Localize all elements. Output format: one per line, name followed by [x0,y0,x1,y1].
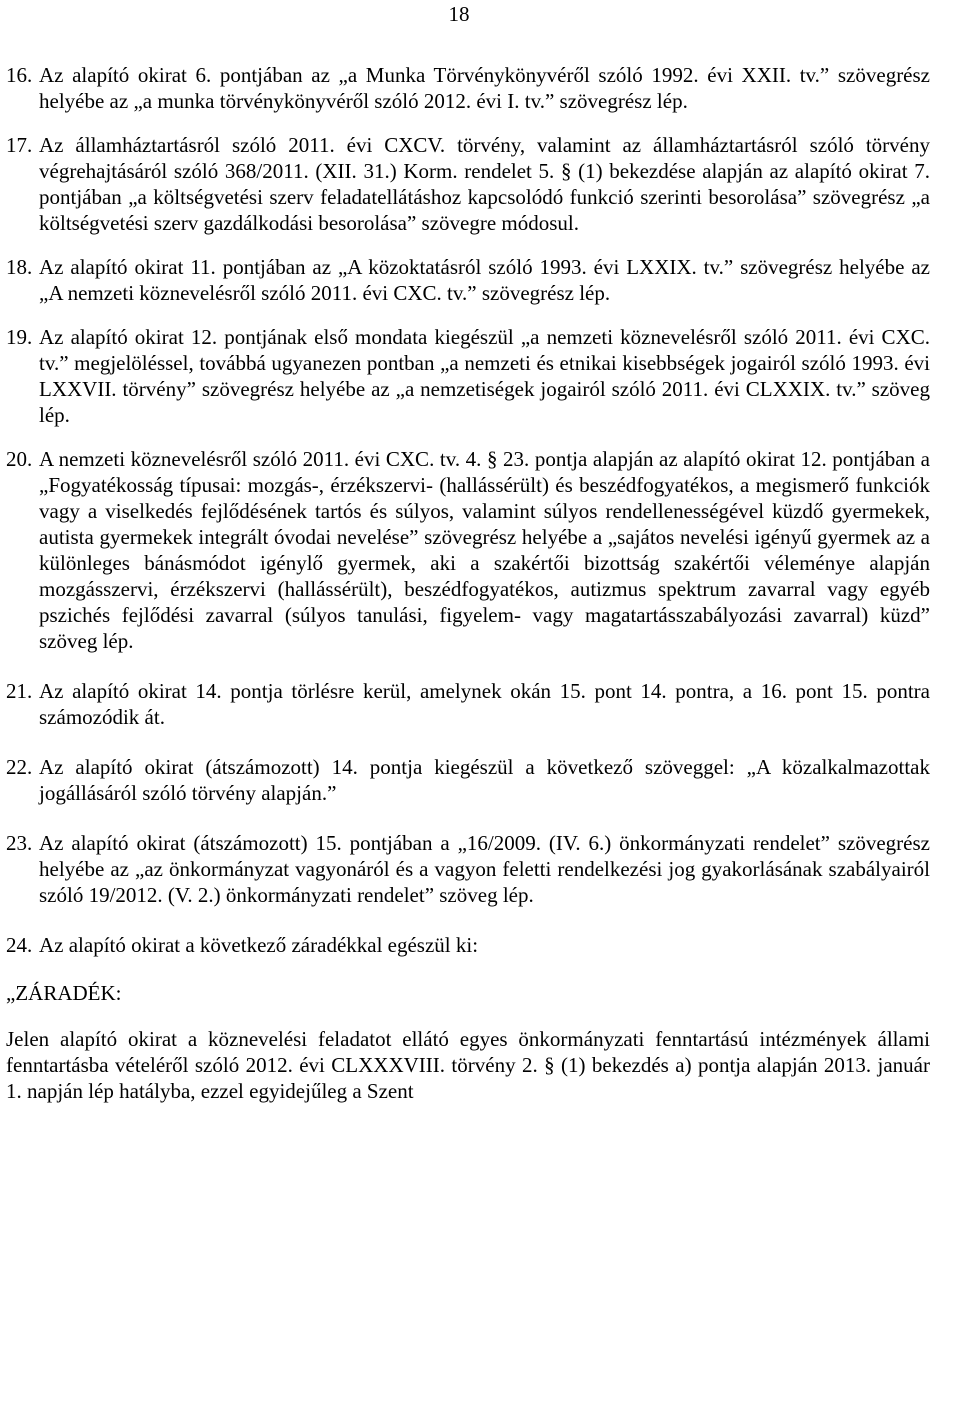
list-item [6,324,930,428]
item-text: Az alapító okirat 6. pontjában az „a Munka Törvénykönyvéről szóló 1992. évi XXII. tv.” szövegrész helyébe az „a munka törvénykönyvéről szóló 2012. évi I. tv.” szövegrész lép. [39,63,930,113]
list-item [6,932,930,958]
item-number: 21. [6,679,33,703]
item-number: 22. [6,755,33,779]
item-number: 23. [6,831,33,855]
item-number: 18. [6,255,33,279]
item-number: 17. [6,133,33,157]
item-number: 19. [6,325,33,349]
list-item [6,678,930,730]
item-text: Az alapító okirat (átszámozott) 14. pontja kiegészül a következő szöveggel: „A közalkalmazottak jogállásáról szóló törvény alapján.” [39,755,930,805]
list-item [6,754,930,806]
list-item [6,62,930,114]
item-number: 24. [6,933,33,957]
item-text: Az alapító okirat a következő záradékkal egészül ki: [39,933,479,957]
list-item [6,132,930,236]
item-text: Az alapító okirat 11. pontjában az „A közoktatásról szóló 1993. évi LXXIX. tv.” szövegrész helyébe az „A nemzeti köznevelésről szóló 2011. évi CXC. tv.” szövegrész lép. [39,255,930,305]
item-text: Az államháztartásról szóló 2011. évi CXCV. törvény, valamint az államháztartásról szóló törvény végrehajtásáról szóló 368/2011. (XII. 31.) Korm. rendelet 5. § (1) bekezdése alapján az alapító okirat 7. pontjában „a költségvetési szerv feladatellátáshoz kapcsolódó funkció szerinti besorolása” szövegrész „a költségvetési szerv gazdálkodási besorolása” szövegre módosul. [39,133,930,235]
item-text: Az alapító okirat 14. pontja törlésre kerül, amelynek okán 15. pont 14. pontra, a 16. pont 15. pontra számozódik át. [39,679,930,729]
item-text: Az alapító okirat 12. pontjának első mondata kiegészül „a nemzeti köznevelésről szóló 2011. évi CXC. tv.” megjelöléssel, továbbá ugyanezen pontban „a nemzeti és etnikai kisebbségek jogairól szóló 1993. évi LXXVII. törvény” szövegrész helyébe az „a nemzetiségek jogairól szóló 2011. évi CLXXIX. tv.” szöveg lép. [39,325,930,427]
item-text: A nemzeti köznevelésről szóló 2011. évi CXC. tv. 4. § 23. pontja alapján az alapító okirat 12. pontjában a „Fogyatékosság típusai: mozgás-, érzékszervi- (hallássérült) és beszédfogyatékos, a megismerő funkciók vagy a viselkedés fejlődésének tartós és súlyos, valamint súlyos rendellenességével küzdő gyermekek, autista gyermekek integrált óvodai nevelése” szövegrész helyébe a „sajátos nevelési igényű gyermek az a különleges bánásmódot igénylő gyermek, aki a szakértői bizottság szakértői véleménye alapján mozgásszervi, érzékszervi (hallássérült), beszédfogyatékos, autizmus spektrum zavarral vagy egyéb pszichés fejlődési zavarral (súlyos tanulási, figyelem- vagy magatartásszabályozási zavarral) küzd” szöveg lép. [39,447,930,653]
list-item [6,830,930,908]
list-item [6,446,930,654]
document-body [0,62,960,1104]
zaradek-heading: „ZÁRADÉK: [6,981,122,1005]
item-text: Az alapító okirat (átszámozott) 15. pontjában a „16/2009. (IV. 6.) önkormányzati rendelet” szövegrész helyébe az „az önkormányzat vagyonáról és a vagyon feletti rendelkezési jog gyakorlásának szabályairól szóló 19/2012. (V. 2.) önkormányzati rendelet” szöveg lép. [39,831,930,907]
list-item [6,254,930,306]
closing-paragraph: Jelen alapító okirat a köznevelési feladatot ellátó egyes önkormányzati fenntartású intézmények állami fenntartásba vételéről szóló 2012. évi CLXXXVIII. törvény 2. § (1) bekezdés a) pontja alapján 2013. január 1. napján lép hatályba, ezzel egyidejűleg a Szent [6,1027,930,1103]
page-number: 18 [448,2,470,26]
item-number: 16. [6,63,33,87]
item-number: 20. [6,447,33,471]
